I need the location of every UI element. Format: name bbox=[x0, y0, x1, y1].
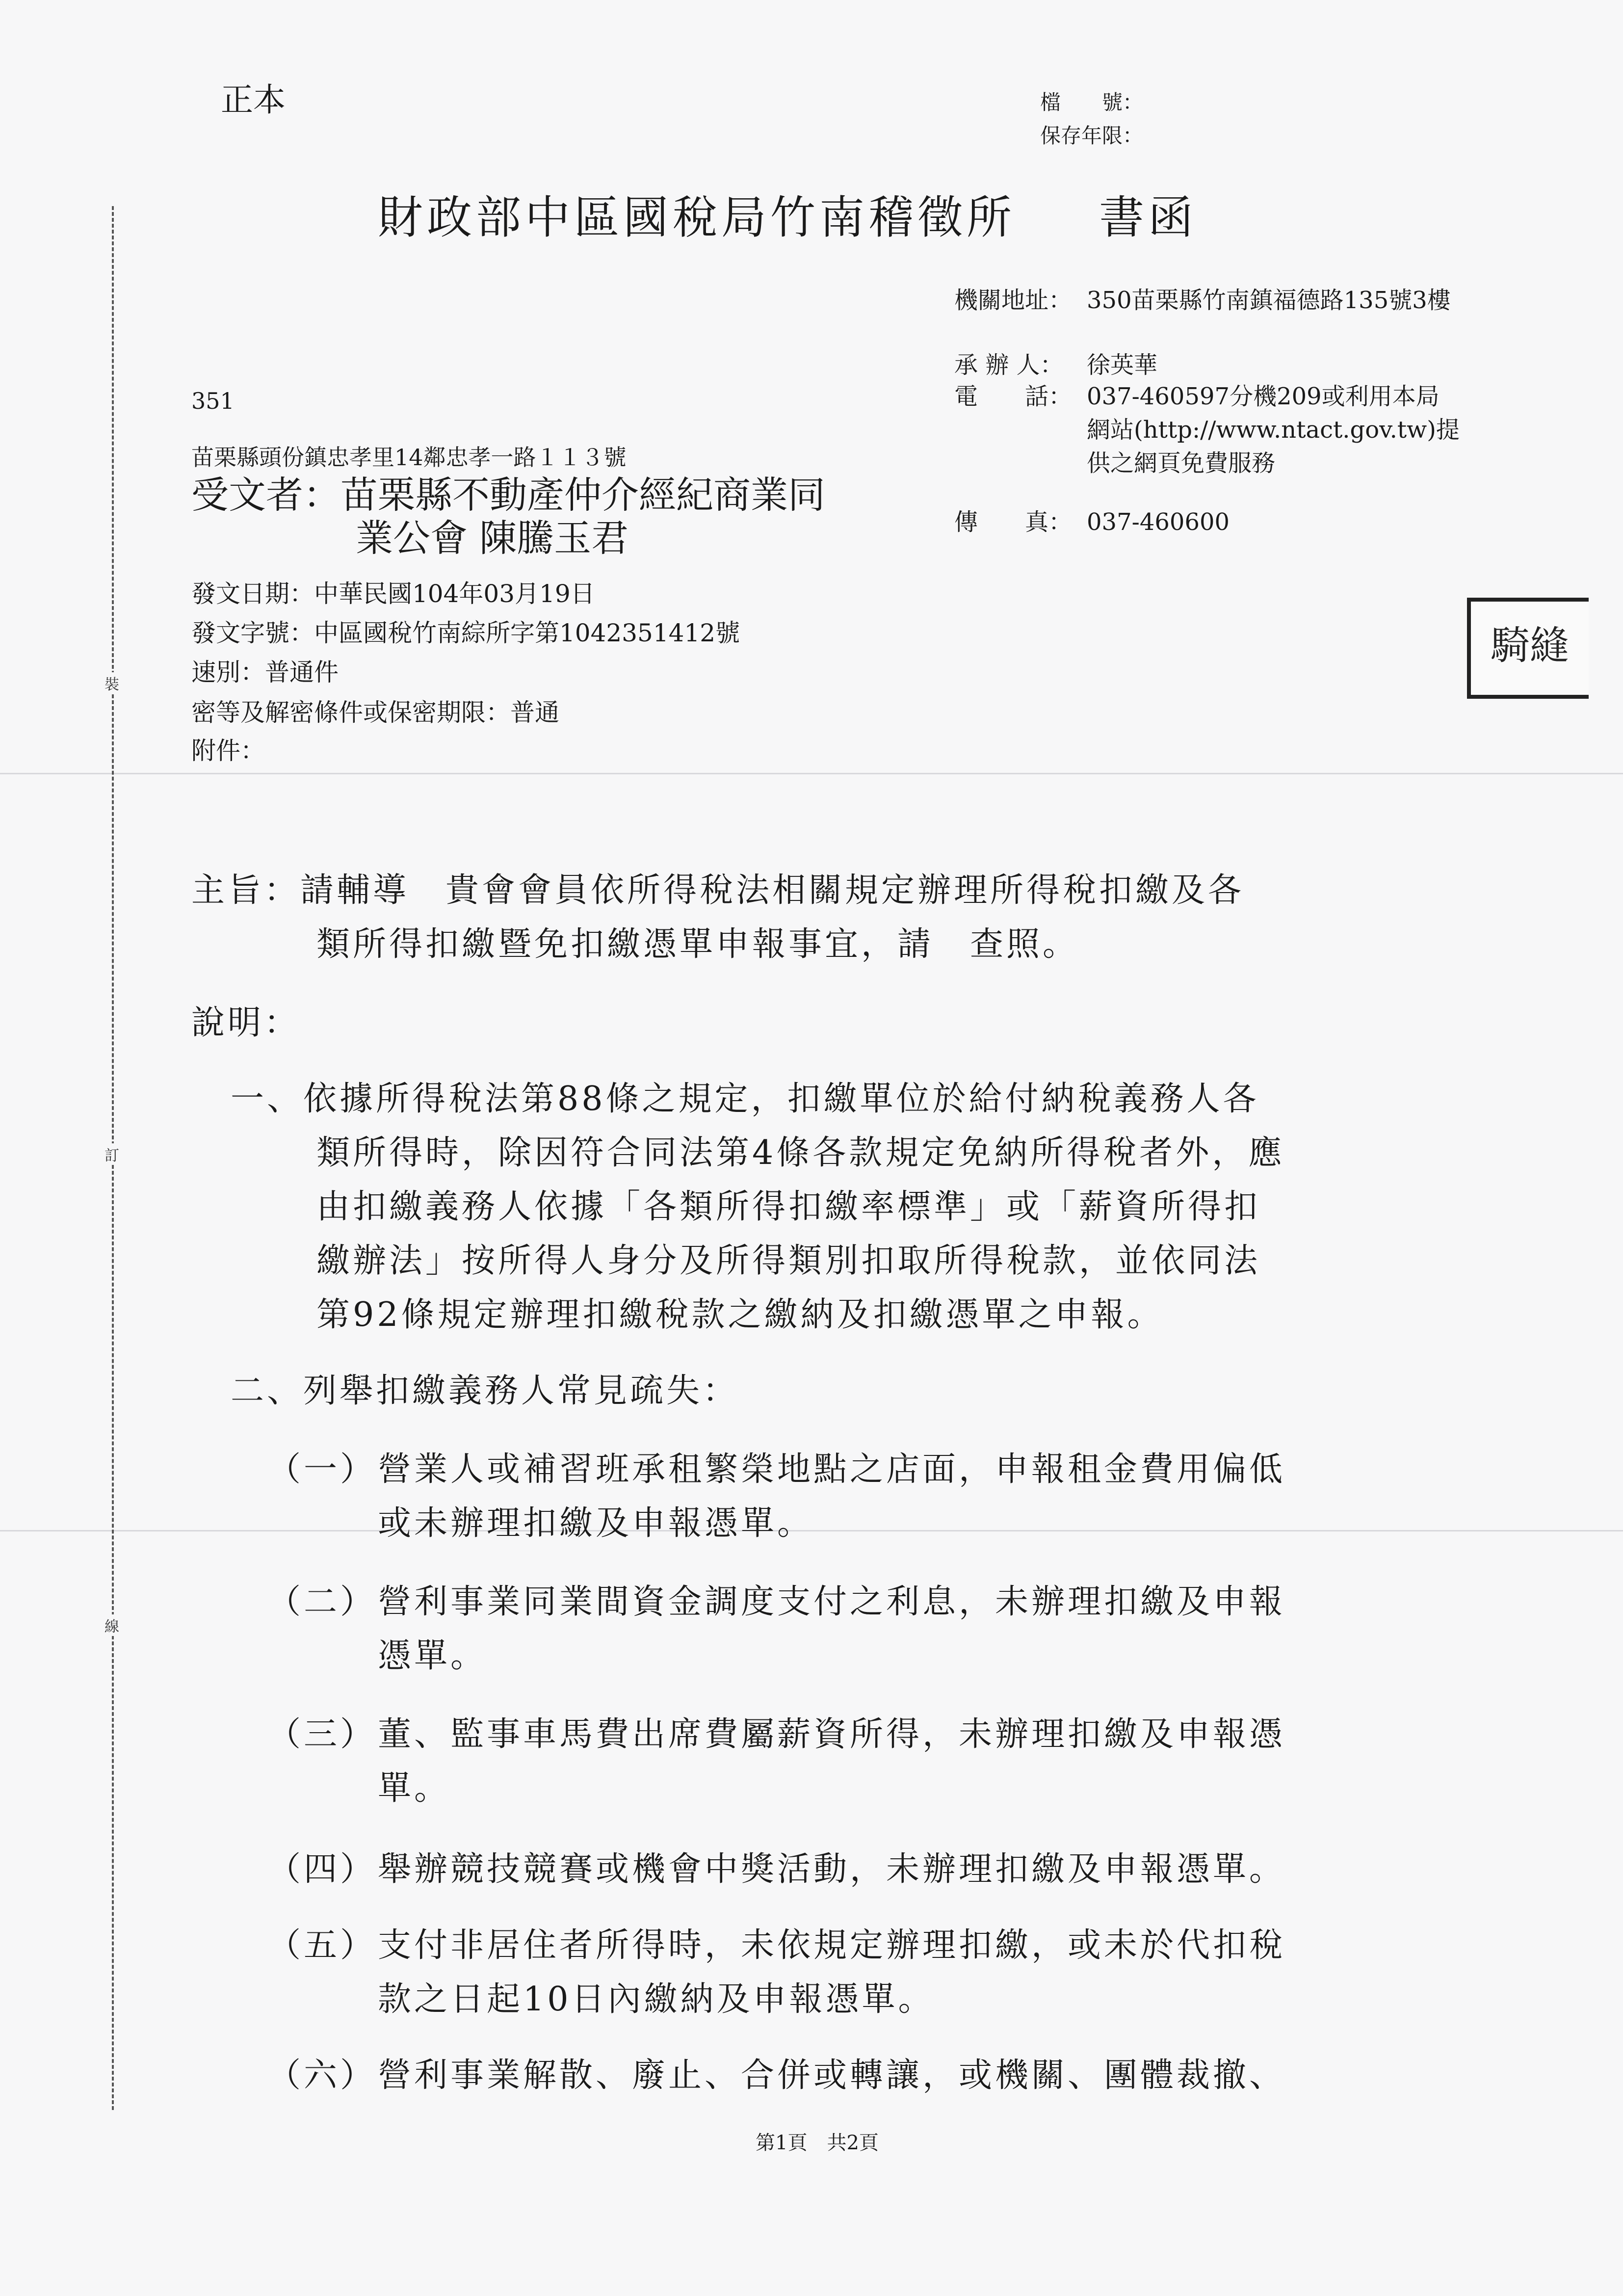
issue-date: 發文日期：中華民國104年03月19日 bbox=[191, 580, 595, 608]
subitem-line: 單。 bbox=[378, 1769, 451, 1808]
subitem-number: （四） bbox=[267, 1850, 377, 1889]
original-copy-mark: 正本 bbox=[221, 81, 286, 119]
fax-value: 037-460600 bbox=[1087, 508, 1230, 536]
subitem-number: （六） bbox=[267, 2056, 377, 2095]
phone-value: 037-460597分機209或利用本局網站(http://www.ntact.gov.tw)提供之網頁免費服務 bbox=[1087, 383, 1460, 477]
subitem-line: 或未辦理扣繳及申報憑單。 bbox=[378, 1504, 814, 1543]
explanation-heading: 說明： bbox=[191, 1003, 301, 1042]
case-officer-value: 徐英華 bbox=[1087, 351, 1158, 379]
fax bbox=[954, 505, 1460, 539]
recipient-line2: 業公會 陳騰玉君 bbox=[356, 516, 629, 560]
fax-label: 傳 真： bbox=[954, 508, 1073, 536]
item1-line: 第92條規定辦理扣繳稅款之繳納及扣繳憑單之申報。 bbox=[316, 1295, 1164, 1334]
secrecy-level: 密等及解密條件或保密期限：普通 bbox=[191, 698, 559, 727]
subitem-number: （三） bbox=[267, 1715, 377, 1754]
case-officer-label: 承 辦 人： bbox=[954, 351, 1064, 379]
subitem-number: （一） bbox=[267, 1450, 377, 1489]
subitem-line: 營利事業解散、廢止、合併或轉讓，或機關、團體裁撤、 bbox=[378, 2056, 1286, 2095]
subitem-line: 憑單。 bbox=[378, 1636, 487, 1675]
phone-label: 電 話： bbox=[954, 383, 1073, 410]
subitem-line: 營利事業同業間資金調度支付之利息，未辦理扣繳及申報 bbox=[378, 1583, 1286, 1621]
postal-code: 351 bbox=[191, 388, 235, 414]
seam-stamp: 騎縫 bbox=[1467, 598, 1589, 699]
issue-number: 發文字號：中區國稅竹南綜所字第1042351412號 bbox=[191, 619, 740, 647]
attachment: 附件： bbox=[191, 737, 265, 765]
recipient-line1: 受文者：苗栗縣不動產仲介經紀商業同 bbox=[191, 473, 825, 517]
item2-heading: 二、列舉扣繳義務人常見疏失： bbox=[231, 1372, 739, 1410]
item1-line: 一、依據所得稅法第88條之規定，扣繳單位於給付納稅義務人各 bbox=[231, 1080, 1259, 1118]
title-agency: 財政部中區國稅局竹南稽徵所 bbox=[378, 191, 1016, 244]
retention-period-label: 保存年限： bbox=[1040, 124, 1144, 148]
fold-line bbox=[0, 773, 1623, 774]
subitem-line: 舉辦競技競賽或機會中獎活動，未辦理扣繳及申報憑單。 bbox=[378, 1850, 1286, 1889]
recipient-address: 苗栗縣頭份鎮忠孝里14鄰忠孝一路１１３號 bbox=[191, 444, 627, 471]
page-number: 第1頁 共2頁 bbox=[756, 2132, 879, 2154]
file-number-label: 檔 號： bbox=[1040, 90, 1144, 114]
phone bbox=[954, 380, 1460, 480]
agency-address-label: 機關地址： bbox=[954, 287, 1073, 314]
agency-address-value: 350苗栗縣竹南鎮福德路135號3樓 bbox=[1087, 287, 1451, 314]
subject-line2: 類所得扣繳暨免扣繳憑單申報事宜，請 查照。 bbox=[316, 925, 1079, 964]
speed-class: 速別：普通件 bbox=[191, 658, 339, 686]
subitem-line: 營業人或補習班承租繁榮地點之店面，申報租金費用偏低 bbox=[378, 1450, 1286, 1489]
subitem-number: （五） bbox=[267, 1926, 377, 1965]
item1-line: 繳辦法」按所得人身分及所得類別扣取所得稅款，並依同法 bbox=[316, 1241, 1261, 1280]
item1-line: 類所得時，除因符合同法第4條各款規定免納所得稅者外，應 bbox=[316, 1134, 1285, 1172]
binding-mark-xian: 線 bbox=[105, 1614, 119, 1636]
subitem-line: 董、監事車馬費出席費屬薪資所得，未辦理扣繳及申報憑 bbox=[378, 1715, 1286, 1754]
title-kind: 書函 bbox=[1099, 191, 1198, 244]
subitem-number: （二） bbox=[267, 1583, 377, 1621]
agency-address bbox=[954, 284, 1460, 317]
subitem-line: 款之日起10日內繳納及申報憑單。 bbox=[378, 1980, 935, 2019]
subitem-line: 支付非居住者所得時，未依規定辦理扣繳，或未於代扣稅 bbox=[378, 1926, 1286, 1965]
binding-mark-ding: 訂 bbox=[105, 1143, 119, 1165]
subject-line1: 主旨：請輔導 貴會會員依所得稅法相關規定辦理所得稅扣繳及各 bbox=[191, 871, 1245, 910]
case-officer bbox=[954, 348, 1460, 382]
binding-mark-zhuang: 裝 bbox=[105, 672, 119, 694]
document-title bbox=[378, 182, 1197, 246]
item1-line: 由扣繳義務人依據「各類所得扣繳率標準」或「薪資所得扣 bbox=[316, 1188, 1261, 1226]
